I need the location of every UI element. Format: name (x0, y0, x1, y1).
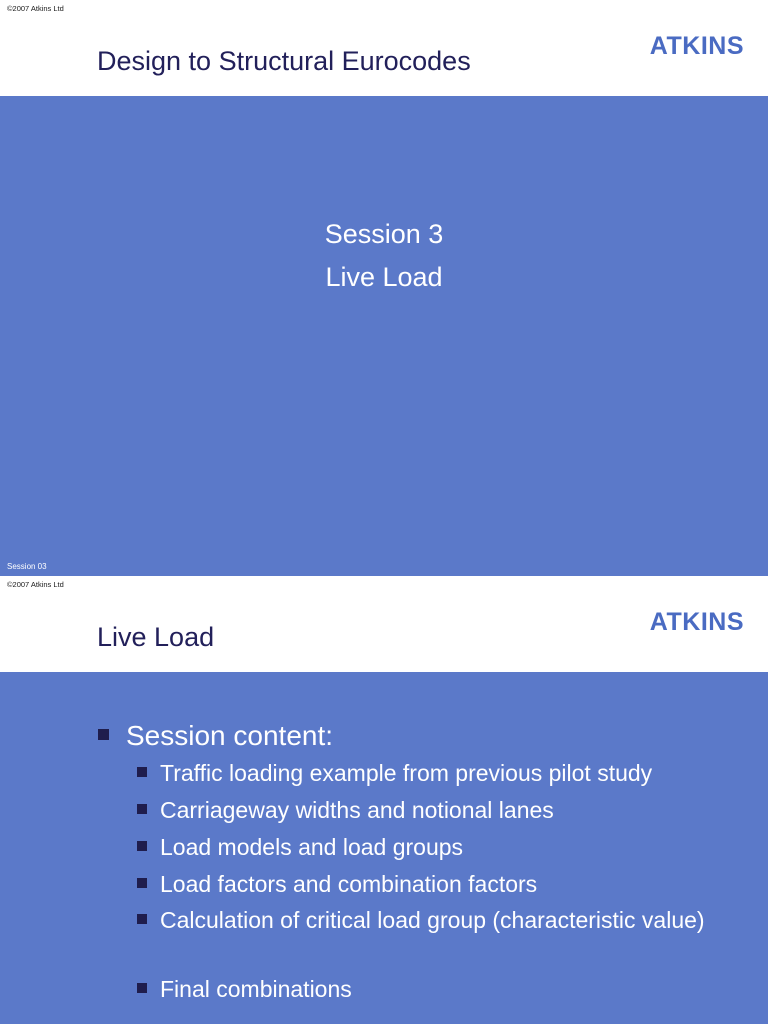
square-bullet-icon (137, 878, 147, 888)
square-bullet-icon (137, 804, 147, 814)
list-item (137, 974, 727, 1005)
session-number: Session 3 (324, 219, 444, 249)
list-item-text: Load models and load groups (160, 834, 464, 860)
list-item-text: Calculation of critical load group (characteristic value) (160, 907, 705, 933)
atkins-logo: ATKINS (649, 608, 744, 636)
content-slide (0, 576, 768, 1024)
slide-title: Live Load (97, 622, 215, 652)
list-item-text: Final combinations (160, 976, 352, 1002)
list-item-text: Load factors and combination factors (160, 871, 538, 897)
list-item (137, 758, 727, 789)
list-item (137, 795, 727, 826)
session-topic: Live Load (325, 262, 443, 292)
square-bullet-icon (137, 841, 147, 851)
list-item-text: Carriageway widths and notional lanes (160, 797, 554, 823)
square-bullet-icon (137, 983, 147, 993)
slide-footer: Session 03 (7, 562, 47, 571)
slide-title: Design to Structural Eurocodes (97, 46, 471, 76)
square-bullet-icon (137, 767, 147, 777)
slide-body (0, 96, 768, 576)
atkins-logo: ATKINS (649, 32, 744, 60)
slide-body (0, 672, 768, 1024)
bullet-heading-text: Session content: (126, 720, 334, 751)
list-item (137, 869, 727, 900)
list-item (137, 832, 727, 863)
square-bullet-icon (98, 729, 109, 740)
slide-header (0, 0, 768, 96)
copyright-notice: ©2007 Atkins Ltd (7, 580, 64, 589)
list-item (137, 905, 727, 936)
square-bullet-icon (137, 914, 147, 924)
slide-header (0, 576, 768, 672)
list-item-text: Traffic loading example from previous pilot study (160, 760, 653, 786)
copyright-notice: ©2007 Atkins Ltd (7, 4, 64, 13)
